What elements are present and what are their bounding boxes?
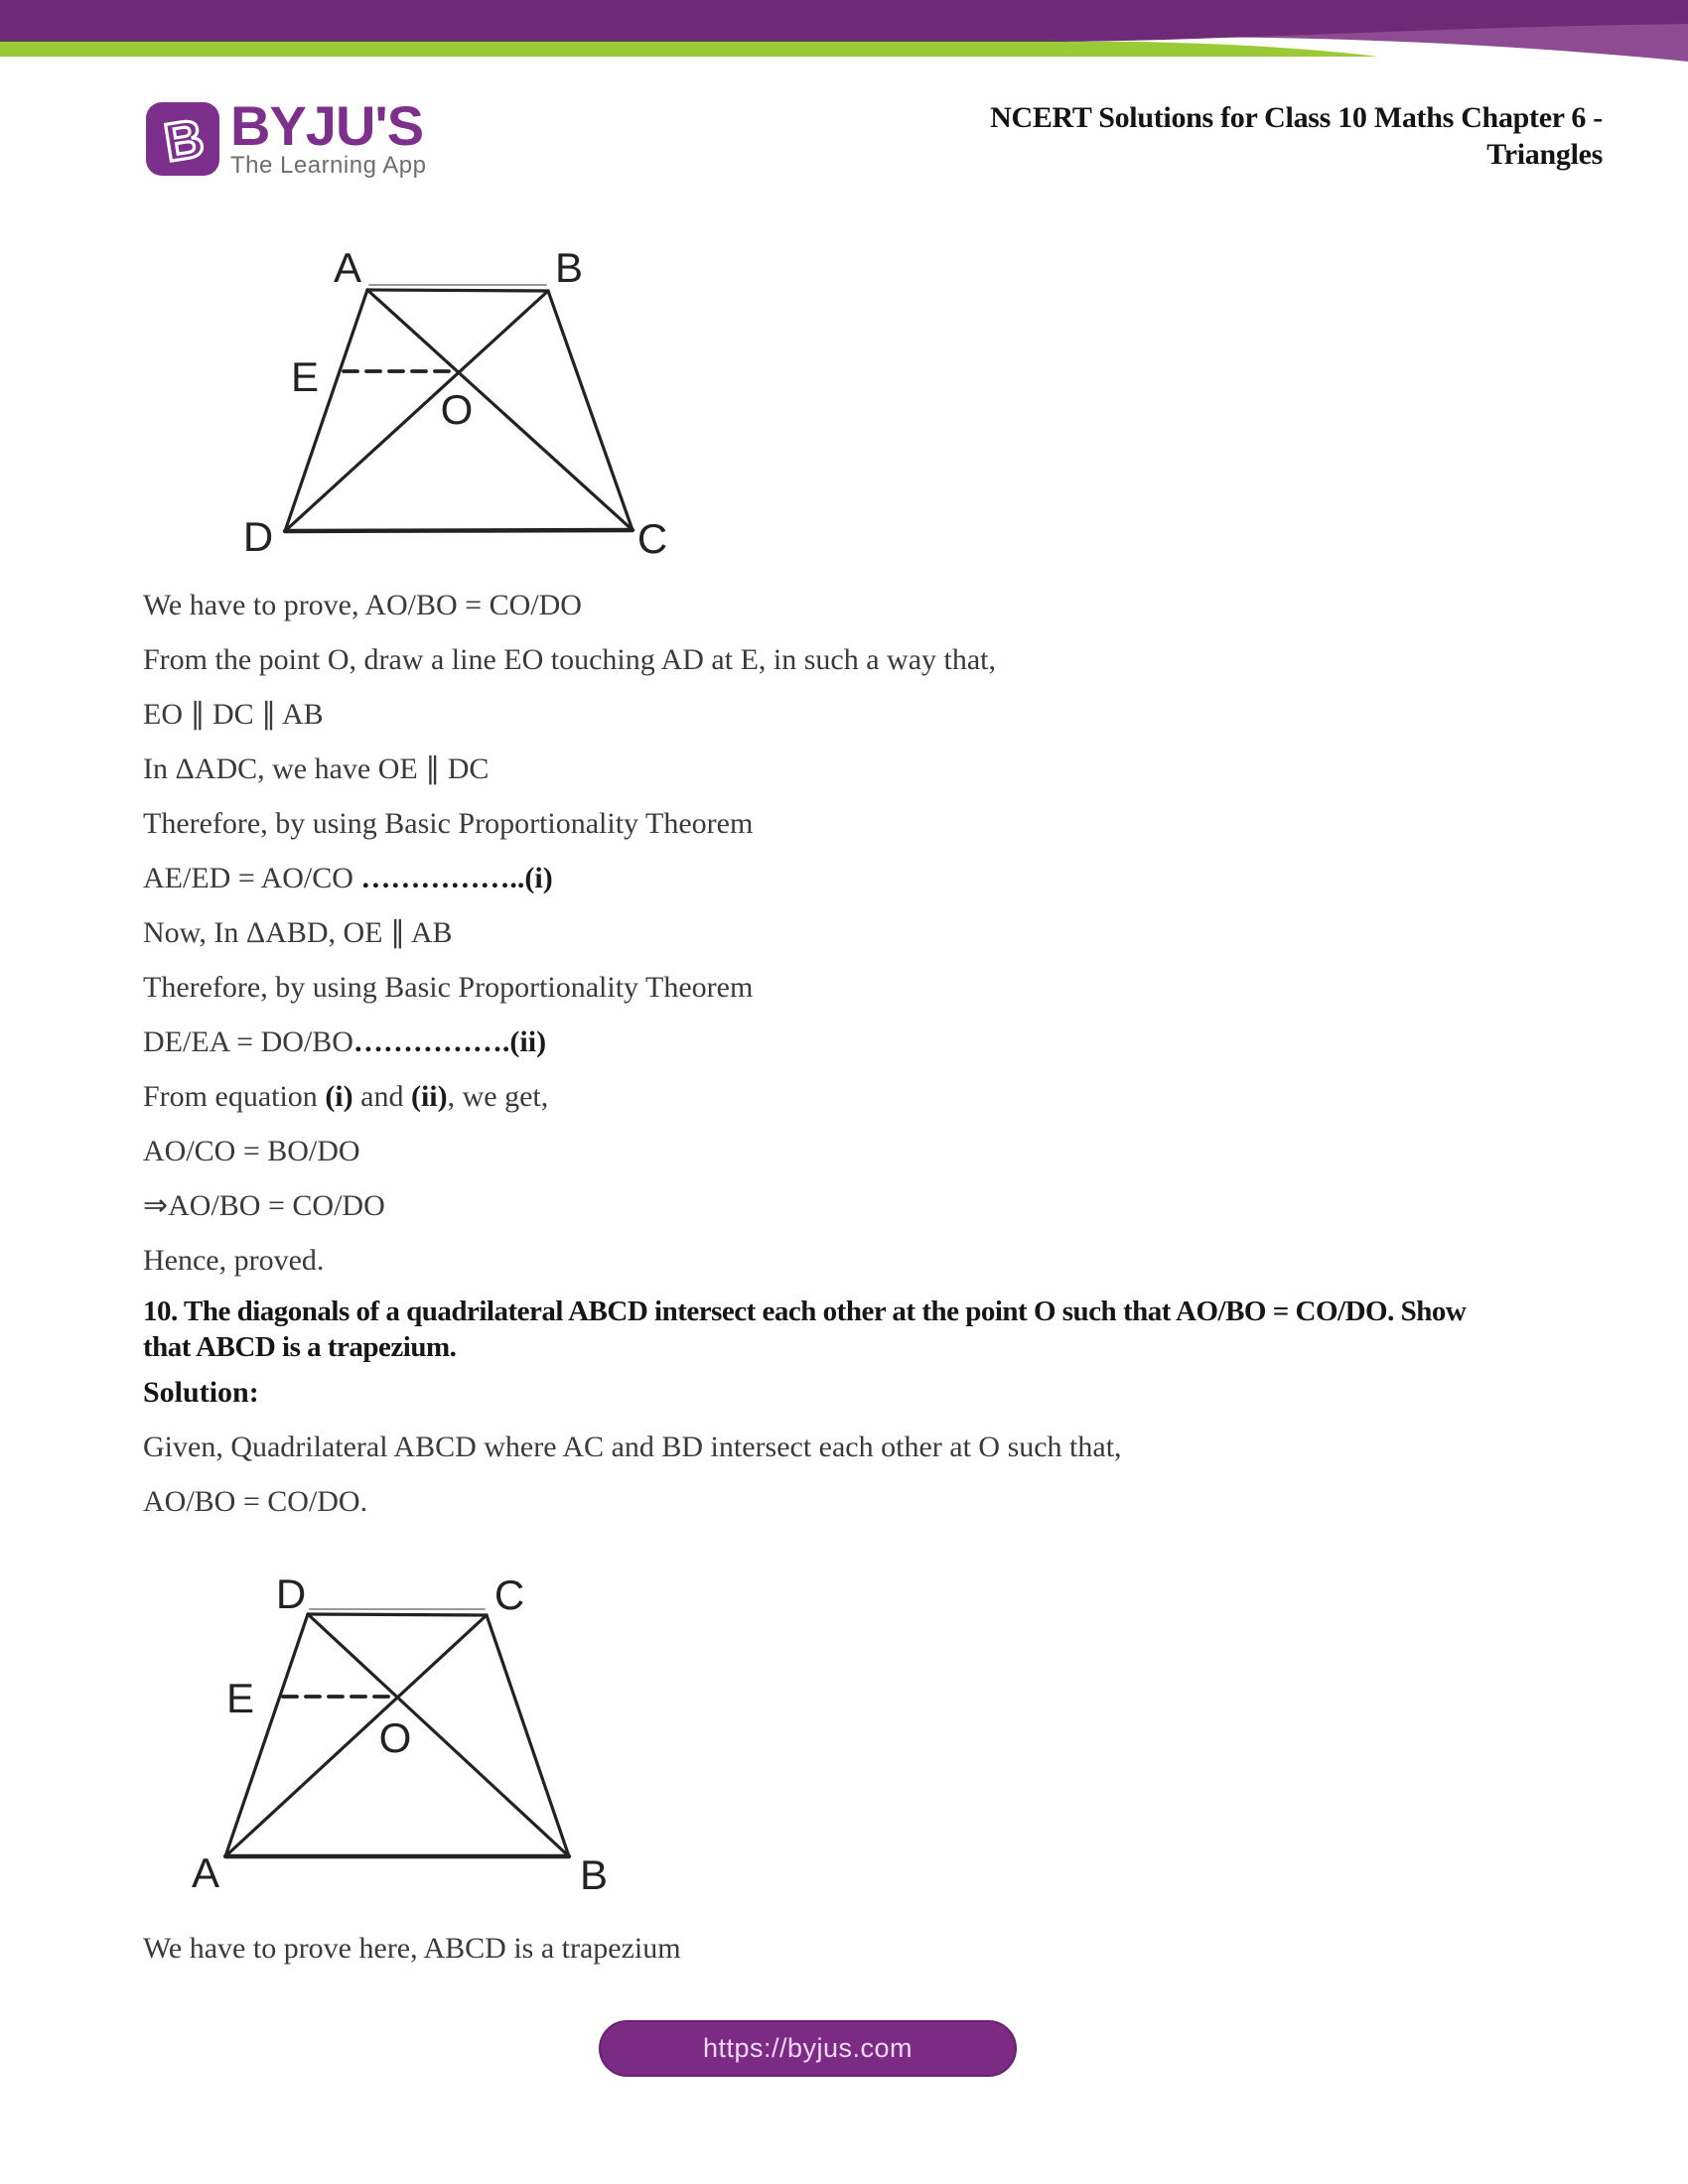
equation-i-dots: ……………..(i) — [360, 862, 553, 894]
byjus-logo — [145, 94, 427, 180]
equation-ii-lhs: DE/EA = DO/BO — [143, 1025, 353, 1058]
fig2-vertex-label-c: C — [493, 1571, 525, 1618]
page-title — [848, 99, 1603, 173]
fig1-vertex-label-d: D — [242, 513, 274, 560]
fig1-vertex-label-b: B — [554, 244, 584, 291]
proof-line-7: Now, In ΔABD, OE ∥ AB — [143, 916, 453, 949]
fig2-vertex-label-a: A — [191, 1849, 220, 1896]
fig1-vertex-label-c: C — [636, 515, 668, 562]
byjus-b-icon — [145, 100, 220, 178]
fig1-side-bc — [548, 291, 633, 530]
fig2-vertex-label-d: D — [275, 1570, 307, 1617]
fig1-vertex-label-a: A — [333, 244, 362, 291]
fig2-side-dc — [308, 1614, 487, 1615]
logo-brand-text: BYJU'S — [230, 94, 424, 157]
trapezium-figure-1 — [149, 210, 705, 568]
proof-line-6 — [143, 851, 1563, 905]
fig1-side-ab — [367, 290, 548, 291]
ratio-line: AO/BO = CO/DO. — [143, 1485, 368, 1518]
page-title-line2: Triangles — [1486, 138, 1603, 171]
proof-line-12: ⇒AO/BO = CO/DO — [143, 1189, 385, 1222]
question-10 — [143, 1294, 1563, 1365]
from-equation-text: From equation — [143, 1080, 326, 1113]
fig2-diagonal-ac — [225, 1615, 487, 1856]
solution-label: Solution: — [143, 1376, 259, 1409]
ref-ii: (ii) — [410, 1080, 448, 1113]
logo-text-block — [230, 94, 427, 180]
proof-line-2: From the point O, draw a line EO touching AD at E, in such a way that, — [143, 643, 996, 676]
equation-ii-dots: …………….(ii) — [352, 1025, 547, 1058]
proof-line-13: Hence, proved. — [143, 1244, 325, 1277]
proof-line-1: We have to prove, AO/BO = CO/DO — [143, 589, 582, 621]
proof-line-9 — [143, 1015, 1563, 1069]
byjus-url-text: https://byjus.com — [702, 2033, 914, 2063]
and-text: and — [352, 1080, 411, 1113]
ref-i: (i) — [325, 1080, 353, 1113]
proof-line-5: Therefore, by using Basic Proportionality Theorem — [143, 807, 754, 840]
header-wave-green — [0, 42, 1378, 57]
given-line: Given, Quadrilateral ABCD where AC and BD intersect each other at O such that, — [143, 1431, 1122, 1463]
proof-line-4: In ΔADC, we have OE ∥ DC — [143, 752, 490, 785]
fig2-point-label-o: O — [378, 1714, 412, 1761]
proof-line-11: AO/CO = BO/DO — [143, 1135, 360, 1167]
fig2-diagonal-db — [308, 1614, 569, 1856]
proof-line-8: Therefore, by using Basic Proportionality Theorem — [143, 971, 754, 1004]
fig2-vertex-label-b: B — [579, 1851, 609, 1898]
logo-tagline-text: The Learning App — [230, 152, 427, 179]
page-title-line1: NCERT Solutions for Class 10 Maths Chapter 6 - — [990, 101, 1603, 134]
prove-statement: We have to prove here, ABCD is a trapezium — [143, 1932, 681, 1965]
byjus-url-button[interactable] — [599, 2020, 1017, 2077]
solution-text-column — [143, 578, 1563, 1529]
fig1-diagonal-ac — [367, 290, 633, 530]
proof-line-10 — [143, 1069, 1563, 1124]
fig1-side-dc — [285, 530, 633, 531]
header-wave-banner — [0, 0, 1688, 91]
fig1-point-label-o: O — [440, 386, 474, 433]
fig2-point-label-e: E — [225, 1675, 255, 1721]
proof-line-3: EO ∥ DC ∥ AB — [143, 698, 324, 731]
fig1-point-label-e: E — [290, 353, 320, 400]
we-get-text: , we get, — [447, 1080, 549, 1113]
question-10-line2: that ABCD is a trapezium. — [143, 1331, 457, 1363]
question-10-line1: 10. The diagonals of a quadrilateral ABCD intersect each other at the point O such that AO/BO = CO/DO. Show — [143, 1296, 1467, 1327]
equation-i-lhs: AE/ED = AO/CO — [143, 862, 361, 894]
trapezium-figure-2 — [149, 1567, 705, 1924]
svg-text:B: B — [160, 108, 209, 174]
